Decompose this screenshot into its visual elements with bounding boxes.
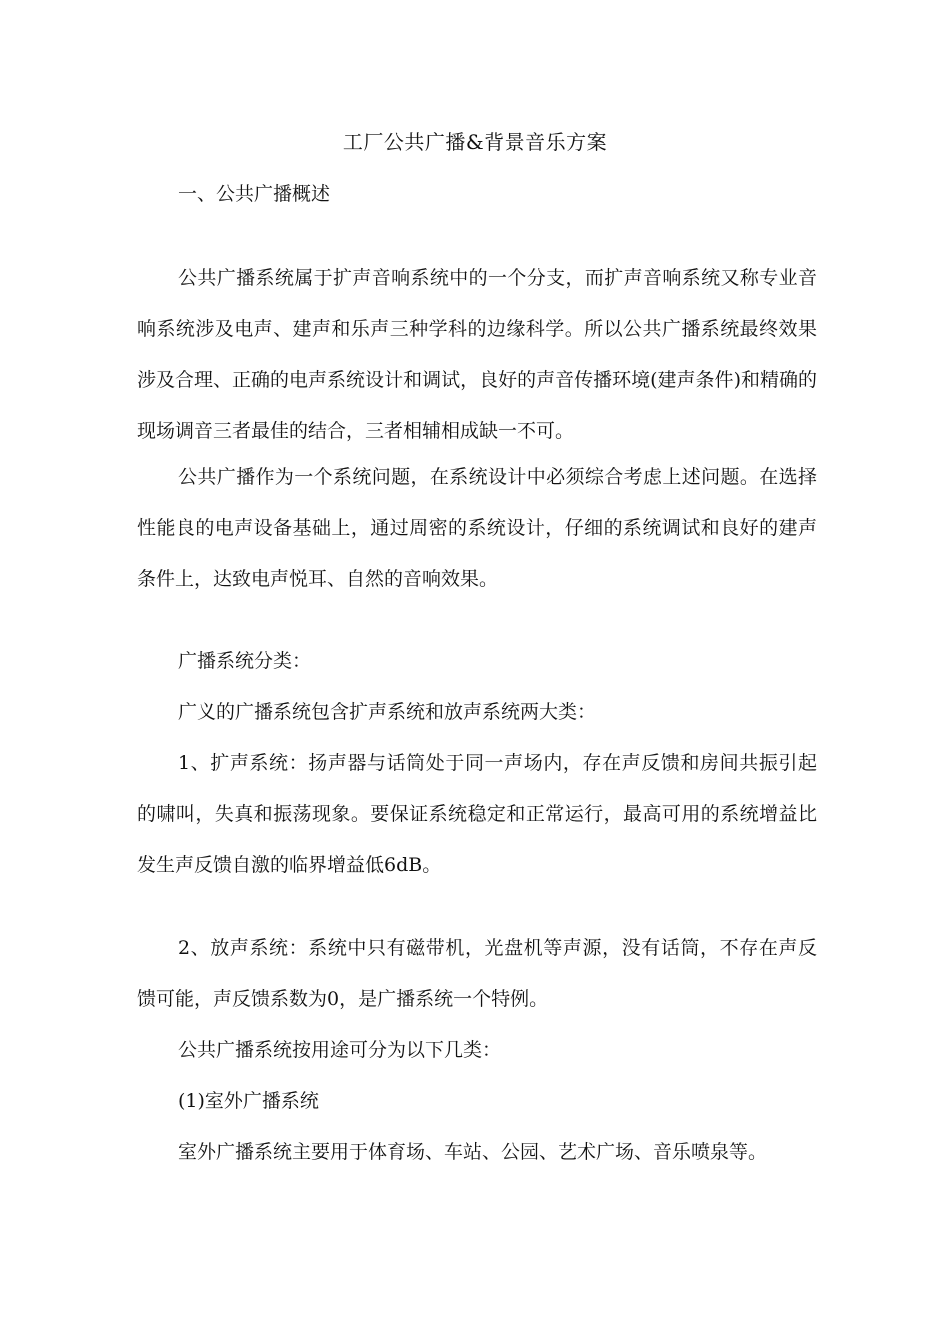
paragraph-system-design: 公共广播作为一个系统问题，在系统设计中必须综合考虑上述问题。在选择性能良的电声设备基础上，通过周密的系统设计，仔细的系统调试和良好的建声条件上，达致电声悦耳、自然的音响效果。 bbox=[137, 466, 817, 590]
section-heading-overview: 一、公共广播概述 bbox=[178, 183, 331, 205]
paragraph-outdoor-broadcast: 室外广播系统主要用于体育场、车站、公园、艺术广场、音乐喷泉等。 bbox=[178, 1141, 768, 1163]
usage-classification-intro: 公共广播系统按用途可分为以下几类： bbox=[178, 1039, 502, 1061]
broad-classification-intro: 广义的广播系统包含扩声系统和放声系统两大类： bbox=[178, 701, 597, 723]
list-item-amplification-system: 1、扩声系统：扬声器与话筒处于同一声场内，存在声反馈和房间共振引起的啸叫，失真和振荡现象。要保证系统稳定和正常运行，最高可用的系统增益比发生声反馈自激的临界增益低6dB。 bbox=[137, 752, 817, 876]
list-item-playback-system: 2、放声系统：系统中只有磁带机，光盘机等声源，没有话筒，不存在声反馈可能，声反馈系数为0，是广播系统一个特例。 bbox=[137, 937, 817, 1010]
document-title: 工厂公共广播&背景音乐方案 bbox=[342, 130, 608, 154]
paragraph-system-intro: 公共广播系统属于扩声音响系统中的一个分支，而扩声音响系统又称专业音响系统涉及电声、建声和乐声三种学科的边缘科学。所以公共广播系统最终效果涉及合理、正确的电声系统设计和调试，良好的声音传播环境(建声条件)和精确的现场调音三者最佳的结合，三者相辅相成缺一不可。 bbox=[137, 267, 817, 442]
subheading-outdoor-broadcast: (1)室外广播系统 bbox=[178, 1090, 319, 1112]
classification-label: 广播系统分类： bbox=[178, 650, 312, 672]
